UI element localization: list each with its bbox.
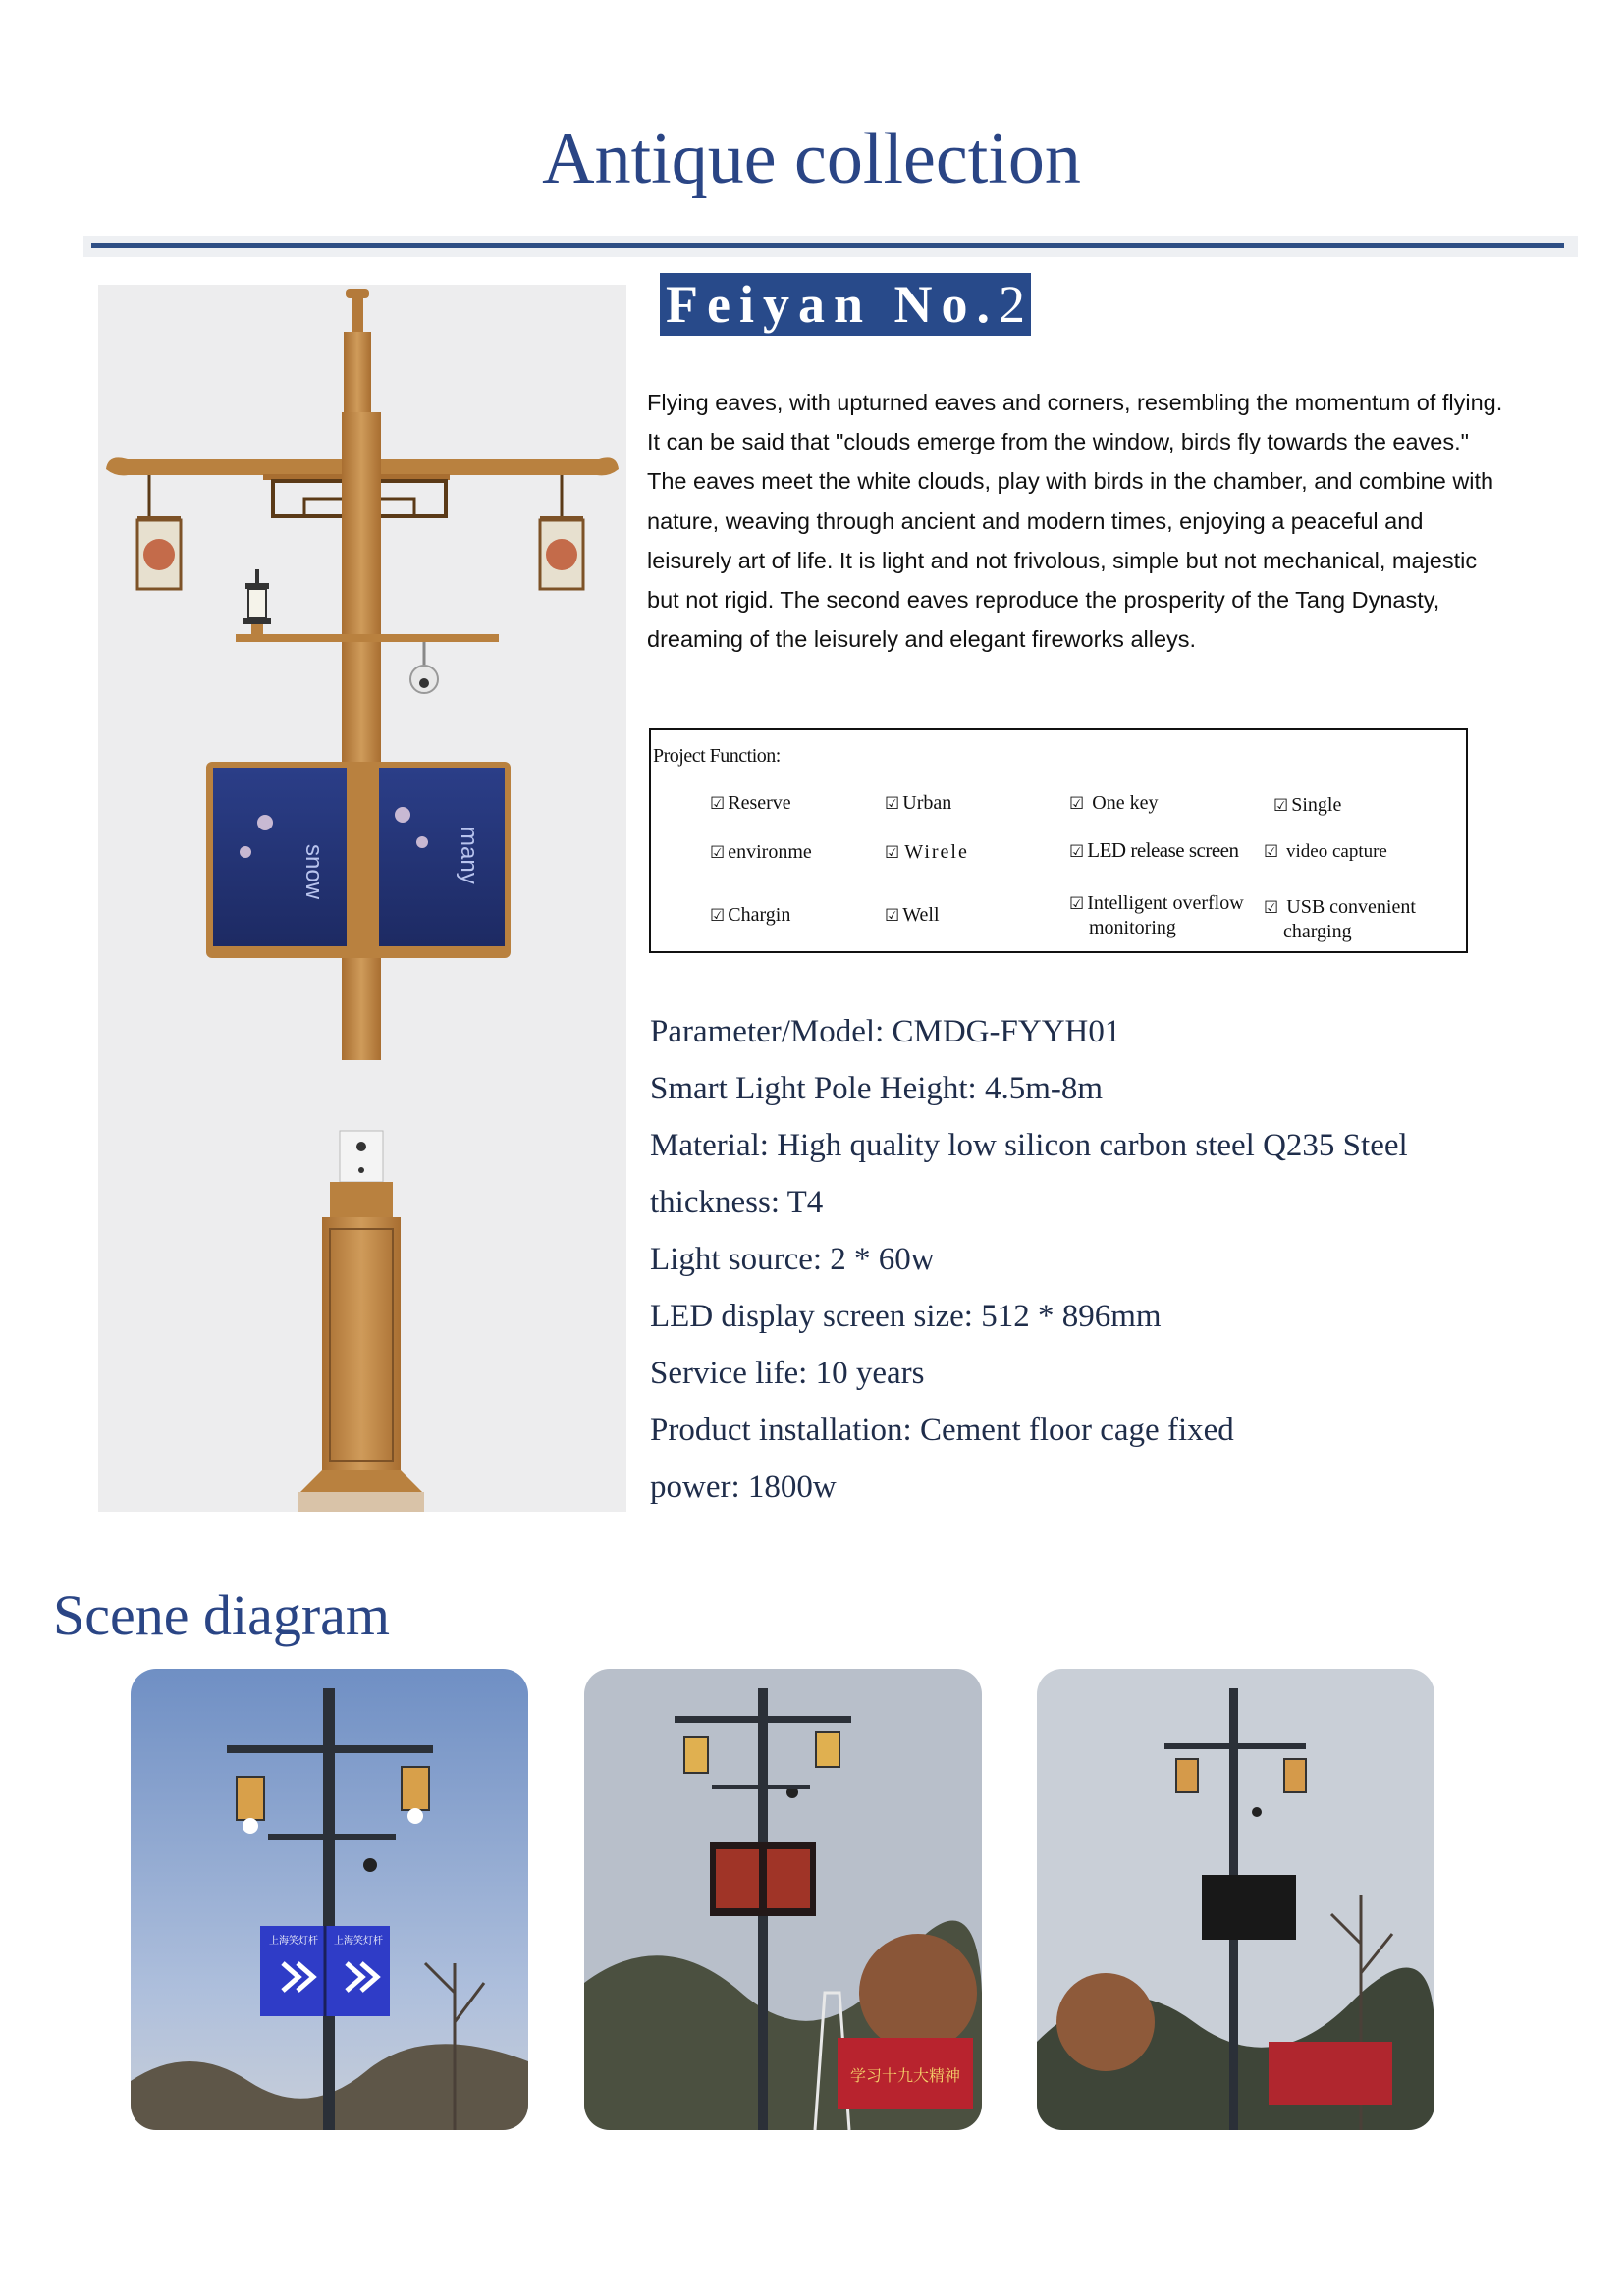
function-item: ☑ Reserve	[710, 792, 791, 814]
scene-title: Scene diagram	[53, 1583, 391, 1647]
pole-illustration	[98, 285, 626, 1512]
function-item: ☑ Single	[1273, 794, 1342, 816]
product-name-badge	[660, 273, 1031, 336]
checkbox-icon: ☑	[885, 843, 902, 863]
scene-sign-left-text: 上海笑灯杆	[269, 1936, 318, 1947]
parameter-installation: Product installation: Cement floor cage fixed	[650, 1413, 1234, 1448]
parameter-material: Material: High quality low silicon carbon steel Q235 Steel	[650, 1128, 1408, 1163]
parameter-thickness: thickness: T4	[650, 1185, 824, 1220]
checkbox-icon: ☑	[885, 906, 900, 926]
scene-board-text: 学习十九大精神	[849, 2066, 961, 2085]
function-item: ☑ environme	[710, 841, 812, 863]
checkbox-icon: ☑	[1273, 796, 1289, 816]
scene-sign-right-text: 上海笑灯杆	[334, 1936, 383, 1947]
function-item: ☑ Intelligent overflow monitoring	[1069, 892, 1244, 938]
project-function-box	[649, 728, 1468, 953]
banner-left-text: snow	[300, 844, 327, 900]
scene-photo-2	[584, 1669, 982, 2130]
parameter-height: Smart Light Pole Height: 4.5m-8m	[650, 1071, 1104, 1106]
parameter-screen-size: LED display screen size: 512 * 896mm	[650, 1299, 1162, 1334]
checkbox-icon: ☑	[1069, 842, 1085, 862]
checkbox-icon: ☑	[1264, 898, 1279, 918]
scene-photo-3	[1037, 1669, 1434, 2130]
function-item: ☑ video capture	[1264, 841, 1387, 862]
page-title: Antique collection	[542, 119, 1081, 199]
function-item: ☑ USB convenient charging	[1264, 896, 1416, 942]
checkbox-icon: ☑	[1069, 794, 1085, 814]
banner-right-text: many	[456, 827, 482, 884]
checkbox-icon: ☑	[885, 794, 900, 814]
function-item: ☑ Urban	[885, 792, 952, 814]
function-item: ☑ One key	[1069, 792, 1159, 814]
parameter-power: power: 1800w	[650, 1469, 837, 1505]
parameter-service-life: Service life: 10 years	[650, 1356, 925, 1391]
product-number: 2	[999, 275, 1025, 334]
function-item: ☑ Chargin	[710, 904, 791, 926]
parameter-light-source: Light source: 2 * 60w	[650, 1242, 935, 1277]
function-item: ☑ Well	[885, 904, 940, 926]
function-item: ☑ LED release screen	[1069, 838, 1239, 862]
checkbox-icon: ☑	[710, 794, 726, 814]
parameter-list	[650, 1003, 1408, 1516]
checkbox-icon: ☑	[1069, 894, 1085, 914]
checkbox-icon: ☑	[710, 843, 726, 863]
checkbox-icon: ☑	[710, 906, 726, 926]
product-description: Flying eaves, with upturned eaves and corners, resembling the momentum of flying. It can be said that "clouds emerge from the window, birds fly towards the eaves." The eaves meet the white clouds, play with birds in the chamber, and combine with nature, weaving through ancient and modern times, enjoying a peaceful and leisurely art of life. It is light and not frivolous, simple but not mechanical, majestic but not rigid. The second eaves reproduce the prosperity of the Tang Dynasty, dreaming of the leisurely and elegant fireworks alleys.	[647, 390, 1503, 653]
checkbox-icon: ☑	[1264, 842, 1279, 862]
title-divider	[83, 236, 1578, 257]
project-function-title: Project Function:	[653, 745, 781, 767]
parameter-model: Parameter/Model: CMDG-FYYH01	[650, 1014, 1121, 1049]
function-item: ☑ Wirele	[885, 841, 969, 863]
scene-photo-1	[131, 1669, 528, 2130]
product-name: Feiyan No.	[666, 275, 999, 334]
